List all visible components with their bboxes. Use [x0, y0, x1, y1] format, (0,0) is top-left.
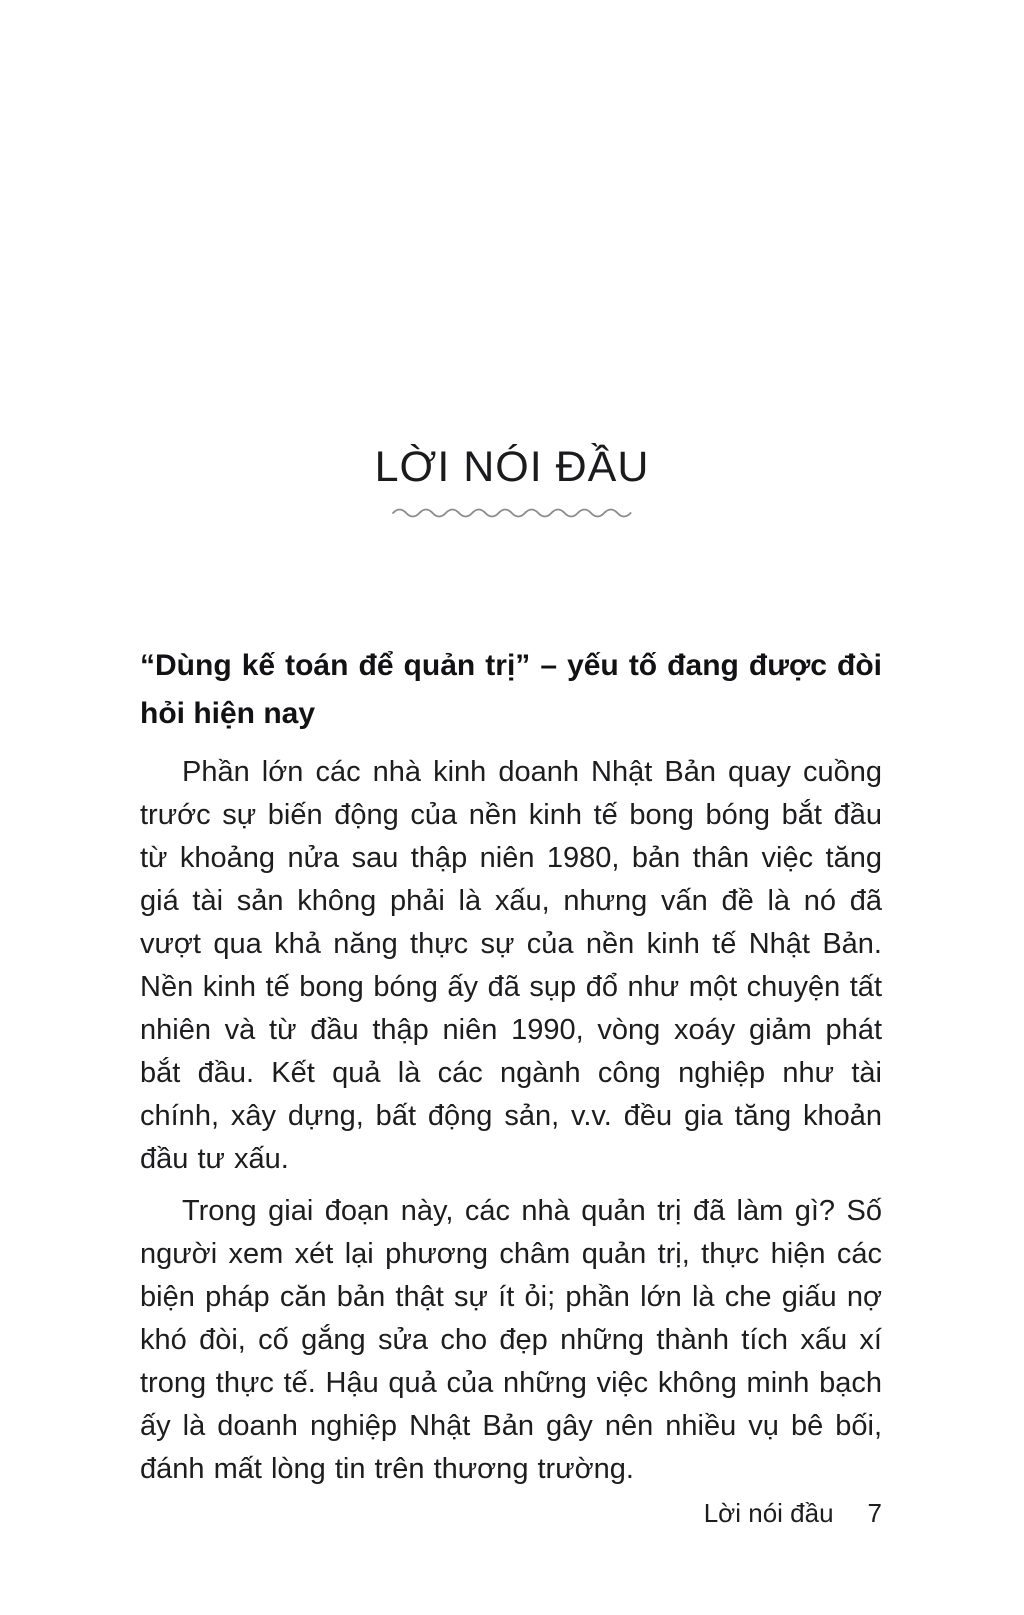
- paragraph-2: Trong giai đoạn này, các nhà quản trị đã làm gì? Số người xem xét lại phương châm quản trị, thực hiện các biện pháp căn bản thật sự ít ỏi; phần lớn là che giấu nợ khó đòi, cố gắng sửa cho đẹp những thành tích xấu xí trong thực tế. Hậu quả của những việc không minh bạch ấy là doanh nghiệp Nhật Bản gây nên nhiều vụ bê bối, đánh mất lòng tin trên thương trường.: [140, 1195, 882, 1485]
- paragraph-1: Phần lớn các nhà kinh doanh Nhật Bản quay cuồng trước sự biến động của nền kinh tế bong bóng bắt đầu từ khoảng nửa sau thập niên 1980, bản thân việc tăng giá tài sản không phải là xấu, nhưng vấn đề là nó đã vượt qua khả năng thực sự của nền kinh tế Nhật Bản. Nền kinh tế bong bóng ấy đã sụp đổ như một chuyện tất nhiên và từ đầu thập niên 1990, vòng xoáy giảm phát bắt đầu. Kết quả là các ngành công nghiệp như tài chính, xây dựng, bất động sản, v.v. đều gia tăng khoản đầu tư xấu.: [140, 756, 882, 1175]
- footer-page-number: 7: [867, 1498, 882, 1528]
- chapter-title-block: [0, 444, 1024, 519]
- page-footer: [140, 1498, 882, 1529]
- footer-chapter-label: Lời nói đầu: [703, 1498, 834, 1528]
- body-content: [140, 642, 882, 1500]
- section-heading: “Dùng kế toán để quản trị” – yếu tố đang được đòi hỏi hiện nay: [140, 649, 882, 730]
- wavy-divider-path: [393, 510, 631, 517]
- chapter-title: LỜI NÓI ĐẦU: [374, 443, 650, 491]
- wavy-divider: [391, 503, 633, 519]
